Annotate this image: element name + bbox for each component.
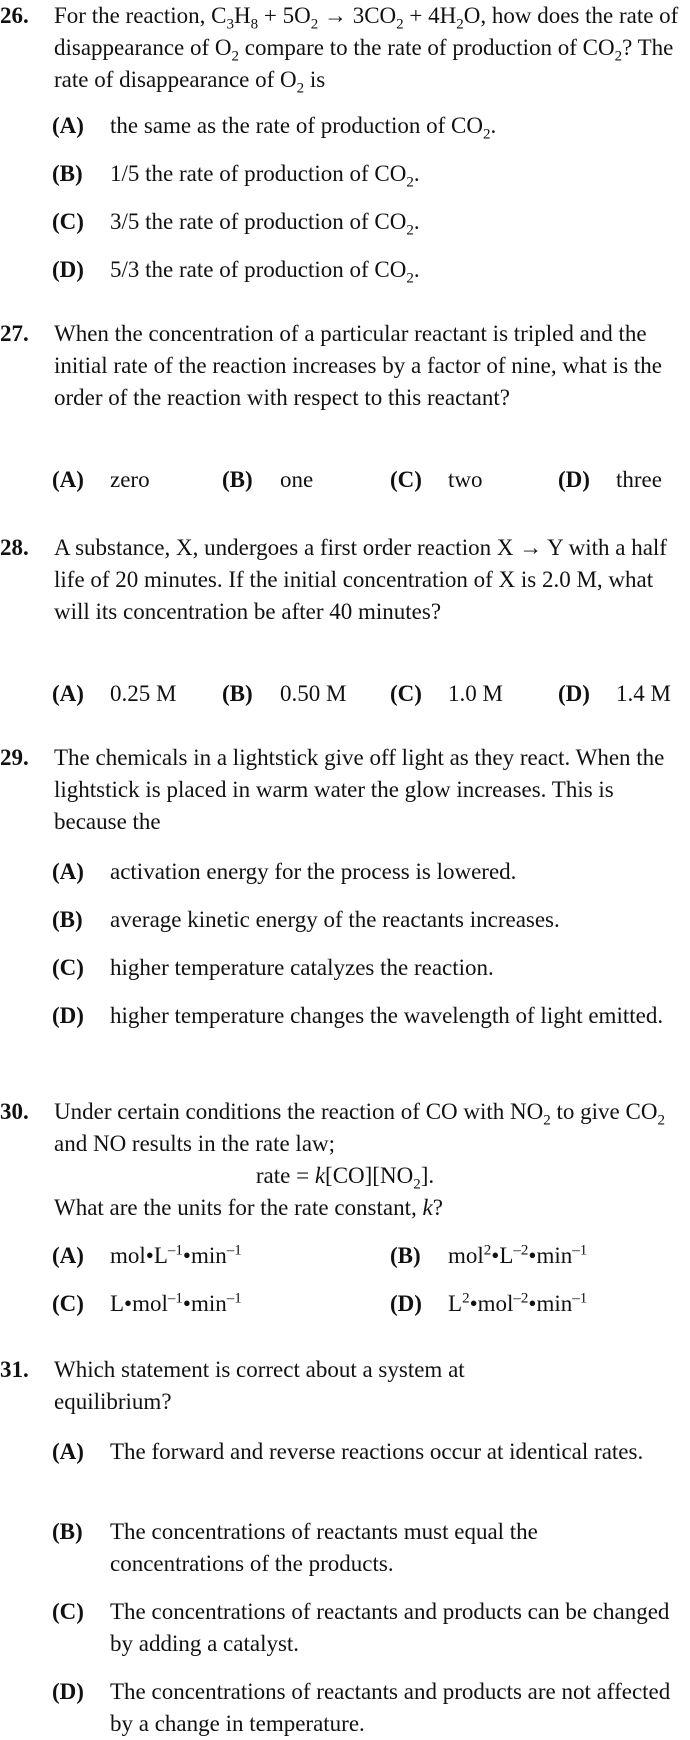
rate-law: rate = $k[CO][NO_2]$. [255,1163,435,1193]
question-number: 29. [0,745,29,770]
option-text: The concentrations of reactants and products can be changed by adding a catalyst. [110,1599,670,1656]
option-text: zero [110,467,150,492]
option-text: 3/5 the rate of production of $CO_2$. [110,209,420,239]
question-stem: A substance, X, undergoes a first order reaction X → Y with a half life of 20 minutes. If the initial concentration of X is 2.0 M, what will its concentration be after 40 minutes? [54,535,667,624]
option-letter: (A) [52,1439,84,1464]
question-number: 31. [0,1357,29,1382]
option-letter: (A) [52,681,84,706]
option-letter: (B) [222,467,253,492]
option-text: higher temperature changes the wavelength of light emitted. [110,1003,664,1028]
option-text: $L•mol^{-1}•\min^{-1}$ [110,1290,242,1316]
option-text: higher temperature catalyzes the reaction. [110,955,494,980]
question-stem: Which statement is correct about a system at equilibrium? [54,1357,465,1414]
option-text: 1.4 M [616,681,671,706]
option-letter: (D) [52,1003,84,1028]
option-text: the same as the rate of production of $CO_2$. [110,113,497,143]
option-letter: (B) [222,681,253,706]
option-letter: (C) [52,1599,84,1624]
option-letter: (A) [52,113,84,138]
option-text: 5/3 the rate of production of $CO_2$. [110,257,420,287]
option-letter: (D) [558,681,590,706]
question-stem: Under certain conditions the reaction of CO with $NO_2$ to give $CO_2$ and NO results in the rate law; [54,1099,665,1156]
option-text: The forward and reverse reactions occur at identical rates. [110,1439,644,1464]
question-number: 27. [0,321,29,346]
option-letter: (C) [52,1291,84,1316]
option-letter: (B) [390,1243,421,1268]
option-text: The concentrations of reactants and products are not affected by a change in temperature. [110,1679,671,1736]
question-number: 28. [0,535,29,560]
option-text: two [448,467,483,492]
option-letter: (C) [52,955,84,980]
question-stem: For the reaction, $C_3H_8 + 5O_2 \to 3CO_2 + 4H_2O$, how does the rate of disappearance of $O_2$ compare to the rate of production of $CO_2$? The rate of disappearance of $O_2$ is [54,3,679,97]
option-letter: (C) [390,467,422,492]
question-stem-continued: What are the units for the rate constant, k? [54,1195,443,1220]
option-text: $mol•L^{-1}•\min^{-1}$ [110,1242,242,1268]
option-text: $L^2•mol^{-2}•\min^{-1}$ [448,1290,588,1316]
question-number: 26. [0,3,29,28]
option-letter: (D) [52,1679,84,1704]
question-stem: The chemicals in a lightstick give off light as they react. When the lightstick is placed in warm water the glow increases. This is because the [54,745,665,834]
option-text: 1/5 the rate of production of $CO_2$. [110,161,420,191]
question-number: 30. [0,1099,29,1124]
option-text: 1.0 M [448,681,503,706]
option-text: three [616,467,662,492]
option-letter: (B) [52,907,83,932]
option-letter: (D) [52,257,84,282]
option-letter: (A) [52,467,84,492]
question-stem: When the concentration of a particular reactant is tripled and the initial rate of the reaction increases by a factor of nine, what is the order of the reaction with respect to this reactant? [54,321,662,410]
option-letter: (A) [52,1243,84,1268]
option-letter: (D) [558,467,590,492]
option-letter: (B) [52,161,83,186]
option-text: The concentrations of reactants must equal the concentrations of the products. [110,1519,538,1576]
option-text: one [280,467,314,492]
option-letter: (C) [52,209,84,234]
option-letter: (A) [52,859,84,884]
option-text: 0.50 M [280,681,347,706]
option-text: activation energy for the process is lowered. [110,859,517,884]
option-text: $mol^2•L^{-2}•\min^{-1}$ [448,1242,588,1268]
option-letter: (C) [390,681,422,706]
option-text: average kinetic energy of the reactants increases. [110,907,560,932]
option-text: 0.25 M [110,681,177,706]
option-letter: (D) [390,1291,422,1316]
option-letter: (B) [52,1519,83,1544]
